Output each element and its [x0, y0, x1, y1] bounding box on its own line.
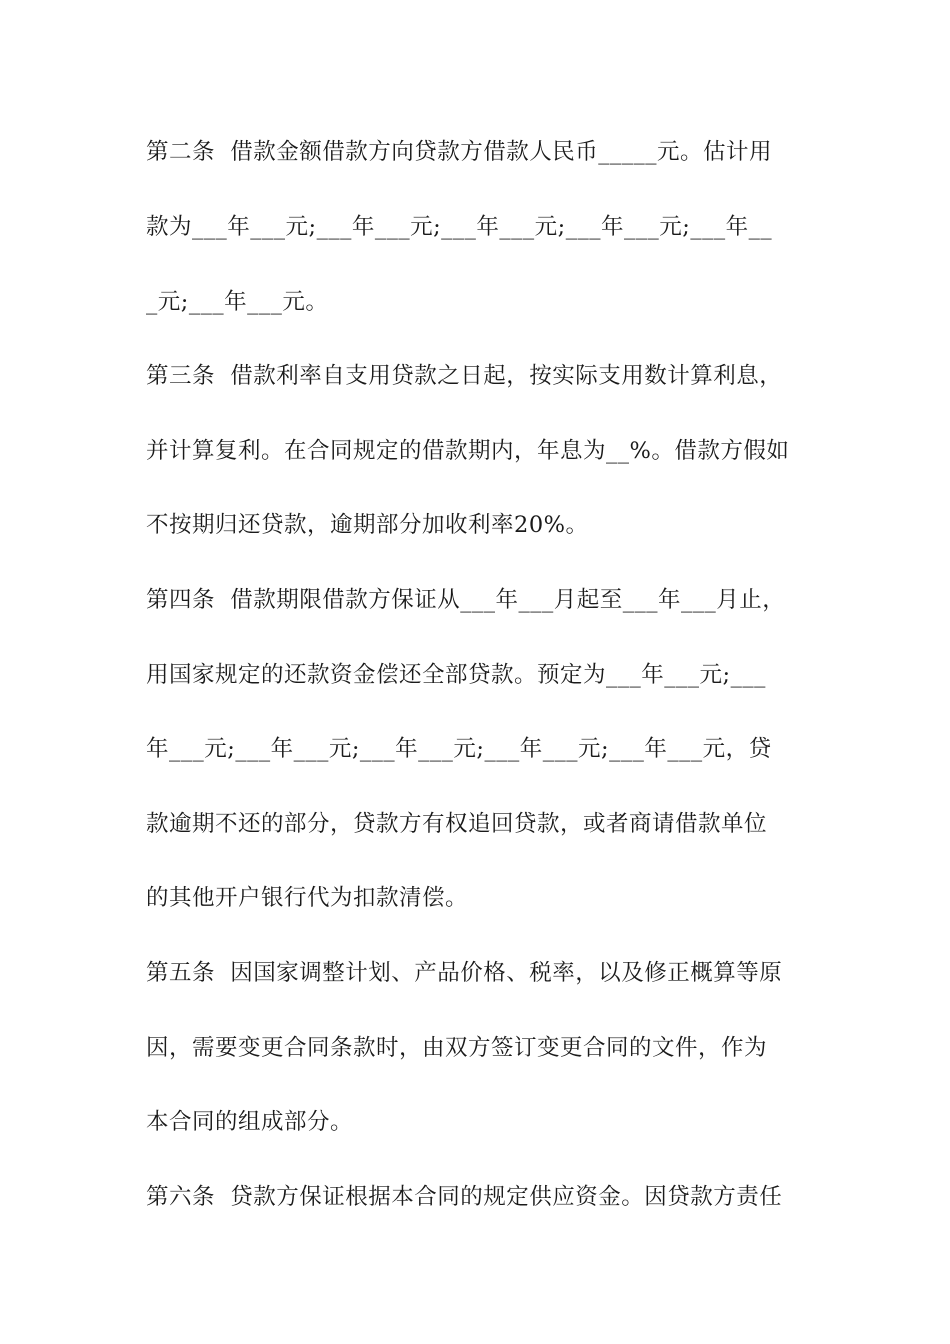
- article-4-line-2: 用国家规定的还款资金偿还全部贷款。预定为___年___元;___: [146, 662, 766, 688]
- article-3-line-2: 并计算复利。在合同规定的借款期内，年息为__%。借款方假如: [146, 438, 790, 464]
- article-4-line-4: 款逾期不还的部分，贷款方有权追回贷款，或者商请借款单位: [146, 811, 768, 837]
- article-4-line-3: 年___元;___年___元;___年___元;___年___元;___年___元，贷: [146, 736, 772, 762]
- article-5-line-1: 第五条 因国家调整计划、产品价格、税率，以及修正概算等原: [146, 960, 783, 986]
- article-4-line-1: 第四条 借款期限借款方保证从___年___月起至___年___月止，: [146, 587, 786, 613]
- article-3-line-3: 不按期归还贷款，逾期部分加收利率20%。: [146, 512, 589, 538]
- article-5-line-2: 因，需要变更合同条款时，由双方签订变更合同的文件，作为: [146, 1035, 768, 1061]
- article-6-line-1: 第六条 贷款方保证根据本合同的规定供应资金。因贷款方责任: [146, 1184, 783, 1210]
- article-3-line-1: 第三条 借款利率自支用贷款之日起，按实际支用数计算利息，: [146, 363, 783, 389]
- article-5-line-3: 本合同的组成部分。: [146, 1109, 354, 1135]
- article-2-line-3: _元;___年___元。: [146, 289, 329, 315]
- article-4-line-5: 的其他开户银行代为扣款清偿。: [146, 885, 469, 911]
- article-2-line-2: 款为___年___元;___年___元;___年___元;___年___元;___年__: [146, 214, 773, 240]
- article-2-line-1: 第二条 借款金额借款方向贷款方借款人民币_____元。估计用: [146, 139, 773, 165]
